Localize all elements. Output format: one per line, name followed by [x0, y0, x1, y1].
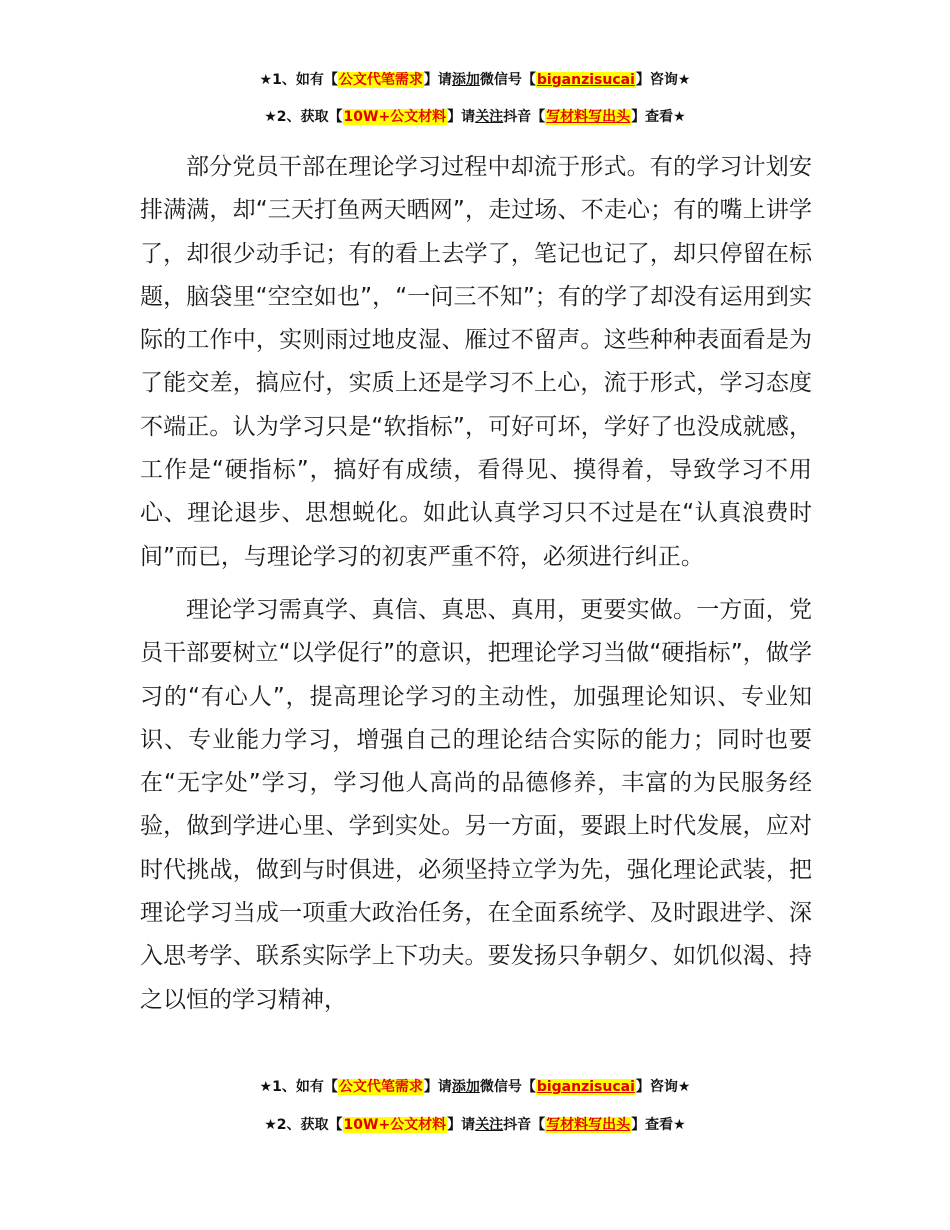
paragraph-2: 理论学习需真学、真信、真思、真用，更要实做。一方面，党员干部要树立“以学促行”的意识，把理论学习当做“硬指标”，做学习的“有心人”，提高理论学习的主动性，加强理论知识、专业知识、专业能力学习，增强自己的理论结合实际的能力；同时也要在“无字处”学习，学习他人高尚的品德修养，丰富的为民服务经验，做到学进心里、学到实处。另一方面，要跟上时代发展，应对时代挑战，做到与时俱进，必须坚持立学为先，强化理论武装，把理论学习当成一项重大政治任务，在全面系统学、及时跟进学、深入思考学、联系实际学上下功夫。要发扬只争朝夕、如饥似渴、持之以恒的学习精神，: [140, 596, 812, 1013]
banner-text: 】请: [423, 1079, 452, 1095]
banner-text: 】咨询★: [635, 1079, 691, 1095]
wechat-id-link[interactable]: biganzisucai: [536, 1079, 635, 1095]
banner-text: 微信号【: [479, 1079, 536, 1095]
materials-highlight: 10W+公文材料: [343, 109, 447, 125]
materials-highlight: 10W+公文材料: [343, 1117, 447, 1133]
banner-text: ★1、如有【: [259, 1079, 338, 1095]
paragraph-1: 部分党员干部在理论学习过程中却流于形式。有的学习计划安排满满，却“三天打鱼两天晒网”，走过场、不走心；有的嘴上讲学了，却很少动手记；有的看上去学了，笔记也记了，却只停留在标题，脑袋里“空空如也”，“一问三不知”；有的学了却没有运用到实际的工作中，实则雨过地皮湿、雁过不留声。这些种种表面看是为了能交差，搞应付，实质上还是学习不上心，流于形式，学习态度不端正。认为学习只是“软指标”，可好可坏，学好了也没成就感，工作是“硬指标”，搞好有成绩，看得见、摸得着，导致学习不用心、理论退步、思想蜕化。如此认真学习只不过是在“认真浪费时间”而已，与理论学习的初衷严重不符，必须进行纠正。: [140, 154, 812, 570]
follow-underlined: 关注: [475, 109, 504, 125]
service-highlight: 公文代笔需求: [338, 72, 423, 88]
add-underlined: 添加: [451, 1079, 480, 1095]
bottom-banner-line-1: [0, 1076, 950, 1098]
follow-underlined: 关注: [475, 1117, 504, 1133]
banner-text: 】请: [447, 109, 476, 125]
top-banner-line-2: [0, 106, 950, 128]
banner-text: 】查看★: [631, 109, 686, 125]
wechat-id-link[interactable]: biganzisucai: [536, 72, 635, 88]
bottom-banner-line-2: [0, 1114, 950, 1136]
banner-text: 抖音【: [503, 1117, 546, 1133]
douyin-account-link[interactable]: 写材料写出头: [546, 1117, 631, 1133]
banner-text: ★2、获取【: [264, 1117, 343, 1133]
banner-text: 抖音【: [503, 109, 546, 125]
banner-text: 】查看★: [631, 1117, 686, 1133]
banner-text: 微信号【: [479, 72, 536, 88]
banner-text: 】请: [447, 1117, 476, 1133]
add-underlined: 添加: [451, 72, 480, 88]
banner-text: 】请: [423, 72, 452, 88]
document-body: [140, 146, 812, 1032]
douyin-account-link[interactable]: 写材料写出头: [546, 109, 631, 125]
top-banner-line-1: [0, 69, 950, 91]
banner-text: ★1、如有【: [259, 72, 338, 88]
service-highlight: 公文代笔需求: [338, 1079, 423, 1095]
banner-text: ★2、获取【: [264, 109, 343, 125]
banner-text: 】咨询★: [635, 72, 691, 88]
